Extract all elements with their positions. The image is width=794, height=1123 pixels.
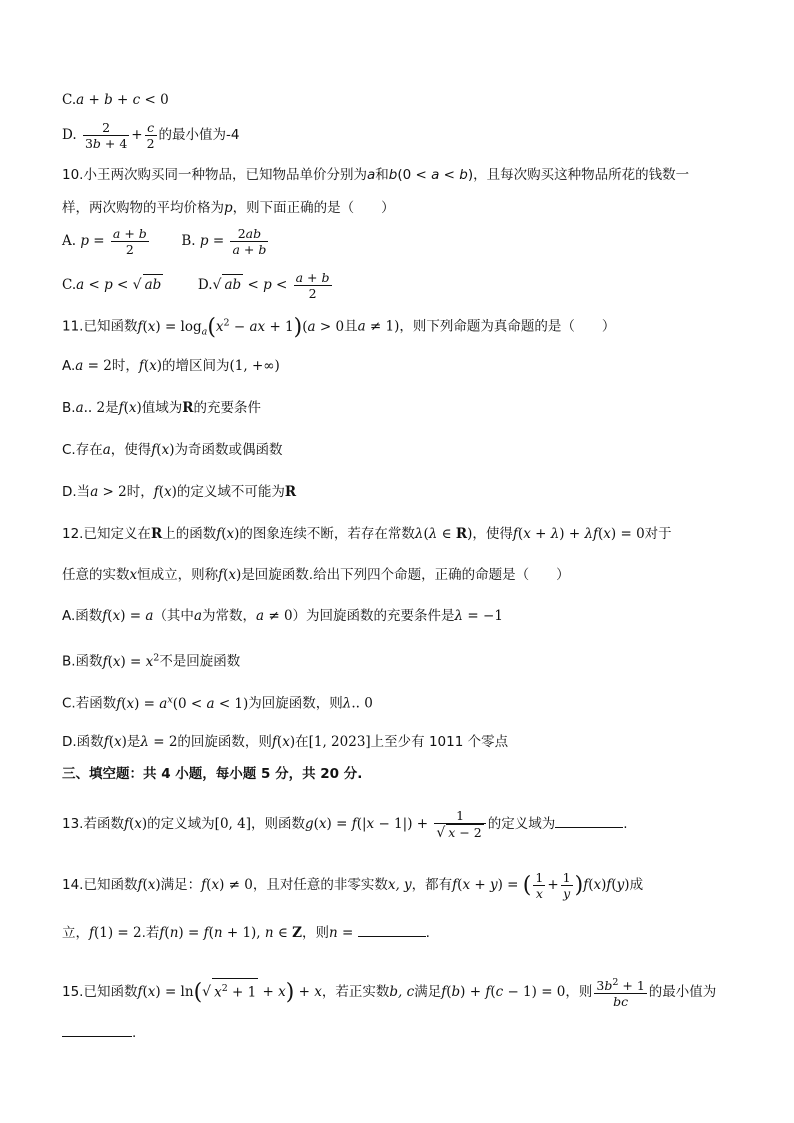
- q11-option-c: C.存在a，使得f(x)为奇函数或偶函数: [62, 442, 283, 458]
- section-title-fill-in: 三、填空题：共 4 小题，每小题 5 分，共 20 分.: [62, 766, 363, 782]
- q10-options-ab: A. p = $\frac{a + b}{2}$ B. p = $\frac{2ab}{a + b}$: [62, 226, 267, 257]
- q12-option-b: B.函数$f(x) = x^2$不是回旋函数: [62, 652, 241, 670]
- q10-stem-line2: 样，两次购物的平均价格为p，则下面正确的是（ ）: [62, 200, 395, 216]
- answer-blank[interactable]: [358, 922, 426, 937]
- answer-blank[interactable]: [555, 813, 623, 828]
- q9-option-d: D. $\frac{2}{3b + 4}$ + $\frac{c}{2}$ 的最小值为-4: [62, 120, 240, 151]
- q10-options-cd: C.a < p < √ ab D.√ ab < p < $\frac{a + b}{2}$: [62, 270, 330, 301]
- q13: 13.若函数f(x)的定义域为[0, 4]，则函数g(x) = f(|x − 1|) + $\frac{1}{√ x - 2}$ 的定义域为 .: [62, 808, 628, 841]
- q12-stem-line1: 12.已知定义在R上的函数f(x)的图象连续不断，若存在常数λ(λ ∈ R)，使得f(x + λ) + λf(x) = 0对于: [62, 526, 672, 542]
- fraction: $\frac{c}{2}$: [146, 120, 155, 151]
- q15-answer-line: .: [62, 1022, 136, 1043]
- q15: 15.已知函数f(x) = ln(√ $x^2 + 1 + x) + x$，若正实数b, c满足f(b) + f(c − 1) = 0，则 $\frac{3b^2 + 1}{bc}$ 的最小值为: [62, 977, 717, 1010]
- q12-option-c: C.若函数$f(x) = a^x(0 < a < 1)$为回旋函数，则λ.. 0: [62, 694, 373, 712]
- q14-line1: 14.已知函数f(x)满足：f(x) ≠ 0，且对任意的非零实数x, y，都有f(x + y) = ( $\frac{1}{x}$ + $\frac{1}{y}$ )f(x)f(y)成: [62, 870, 644, 901]
- q11-option-d: D.当a > 2时，f(x)的定义域不可能为R: [62, 484, 297, 500]
- q10-stem-line1: 10.小王两次购买同一种物品，已知物品单价分别为a和b(0 < a < b)，且每次购买这种物品所花的钱数一: [62, 167, 690, 183]
- answer-blank[interactable]: [62, 1022, 132, 1037]
- q14-line2: 立，f(1) = 2.若f(n) = f(n + 1), n ∈ Z，则n = .: [62, 922, 430, 943]
- q11-option-b: B.a.. 2是f(x)值域为R的充要条件: [62, 400, 262, 416]
- q11-stem: 11.已知函数$f(x) = \log_a(x^2$ − ax + 1)(a > 0且a ≠ 1)，则下列命题为真命题的是（ ）: [62, 314, 616, 340]
- q12-option-d: D.函数f(x)是λ = 2的回旋函数，则f(x)在[1, 2023]上至少有 1011 个零点: [62, 734, 509, 750]
- q12-stem-line2: 任意的实数x恒成立，则称f(x)是回旋函数.给出下列四个命题，正确的命题是（ ）: [62, 567, 570, 583]
- q12-option-a: A.函数f(x) = a（其中a为常数，a ≠ 0）为回旋函数的充要条件是λ = −1: [62, 608, 503, 624]
- q11-option-a: A.a = 2时，f(x)的增区间为(1, +∞): [62, 358, 280, 374]
- fraction: $\frac{2}{3b + 4}$: [84, 120, 128, 151]
- q9-option-c: C.a + b + c < 0: [62, 92, 169, 108]
